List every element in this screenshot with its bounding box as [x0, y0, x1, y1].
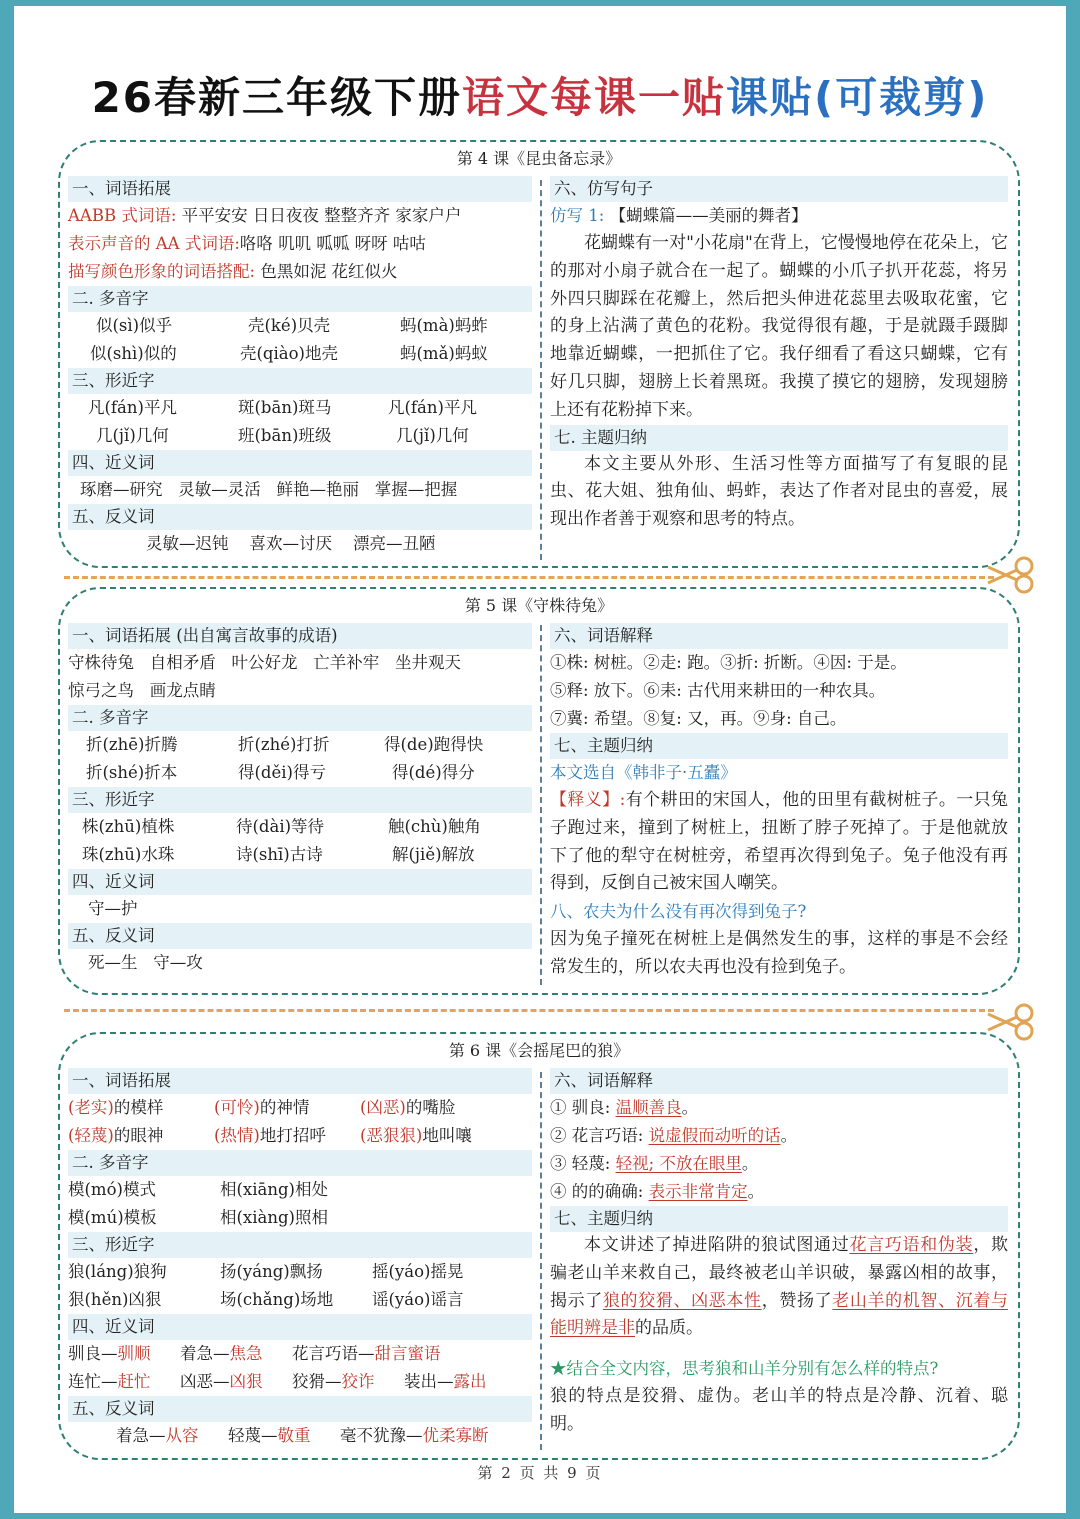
lesson5-card [58, 587, 1020, 995]
similar-item: 待(dài)等待 [236, 817, 325, 836]
similar-row [68, 394, 532, 422]
question-line: ★结合全文内容，思考狼和山羊分别有怎么样的特点? [550, 1359, 939, 1379]
expand-rest: 的眼神 [113, 1126, 164, 1145]
aa-words: 咯咯 叽叽 呱呱 呀呀 咕咕 [239, 234, 426, 253]
page-title [0, 70, 1080, 126]
similar-row [68, 1286, 532, 1314]
poly-item: 模(mó)模式 [68, 1180, 156, 1199]
synonym-item [68, 1368, 180, 1396]
explanation-end: 。 [747, 1182, 765, 1201]
expand-item [360, 1122, 472, 1150]
section-header: 七、主题归纳 [550, 733, 1008, 759]
synonym-item [68, 1340, 180, 1368]
poly-item: 似(sì)似乎 [96, 316, 173, 335]
title-part-note: 课贴(可裁剪) [726, 73, 989, 122]
lesson6-left-column [68, 1068, 532, 1450]
explanation-row: ⑤释: 放下。⑥耒: 古代用来耕田的一种农具。 [550, 681, 886, 700]
answer-paragraph: 狼的特点是狡猾、虚伪。老山羊的特点是冷静、沉着、聪明。 [550, 1386, 1008, 1434]
antonym-b: 优柔寡断 [422, 1426, 489, 1445]
antonym-item [228, 1422, 340, 1450]
similar-item: 几(jǐ)几何 [96, 426, 169, 445]
poly-item: 得(de)跑得快 [384, 735, 484, 754]
synonym-b: 焦急 [229, 1344, 263, 1363]
idiom-row: 惊弓之鸟 画龙点睛 [68, 681, 216, 700]
similar-item: 解(jiě)解放 [392, 845, 475, 864]
expand-word: (恶狠狠) [360, 1126, 423, 1145]
aabb-words: 平平安安 日日夜夜 整整齐齐 家家户户 [181, 206, 462, 225]
section-header: 四、近义词 [68, 1314, 532, 1340]
explanation-row [550, 1178, 1008, 1206]
lesson6-card [58, 1032, 1020, 1460]
explanation-term: ④ 的的确确: [550, 1182, 644, 1201]
poly-item: 得(děi)得亏 [238, 763, 326, 782]
expand-item [68, 1094, 214, 1122]
section-header: 六、词语解释 [550, 1068, 1008, 1094]
aa-label: 表示声音的 AA 式词语: [68, 234, 240, 253]
similar-item: 摇(yáo)摇晃 [372, 1262, 464, 1281]
explanation-meaning: 表示非常肯定 [648, 1182, 748, 1201]
synonym-row [68, 1368, 532, 1396]
question-line: 八、农夫为什么没有再次得到兔子? [550, 902, 807, 922]
imitate-heading [550, 202, 1008, 230]
theme-text: ，赞扬了 [761, 1290, 833, 1311]
color-words: 色黑如泥 花红似火 [260, 262, 398, 281]
poly-item: 折(zhé)打折 [238, 735, 330, 754]
section-header: 二. 多音字 [68, 705, 532, 731]
poly-item: 模(mú)模板 [68, 1208, 157, 1227]
section-header: 七、主题归纳 [550, 1206, 1008, 1232]
synonym-b: 狡诈 [341, 1372, 375, 1391]
color-label: 描写颜色形象的词语搭配: [68, 262, 256, 281]
similar-item: 触(chù)触角 [388, 817, 481, 836]
cut-line [64, 576, 994, 579]
synonym-item [292, 1368, 404, 1396]
title-part-subject: 语文每课一贴 [462, 73, 727, 122]
lesson4-title: 第 4 课《昆虫备忘录》 [456, 149, 622, 168]
explanation-meaning: 说虚假而动听的话 [648, 1126, 781, 1145]
synonym-row [68, 1340, 532, 1368]
expand-word: (老实) [68, 1098, 114, 1117]
section-header: 四、近义词 [68, 869, 532, 895]
expand-item [68, 1122, 214, 1150]
expand-item [214, 1094, 360, 1122]
section-header: 五、反义词 [68, 504, 532, 530]
explanation-term: ② 花言巧语: [550, 1126, 644, 1145]
expand-rest: 地打招呼 [259, 1126, 326, 1145]
section-header: 六、词语解释 [550, 623, 1008, 649]
section-header: 一、词语拓展 [68, 1068, 532, 1094]
synonym-item [180, 1368, 292, 1396]
section-header: 三、形近字 [68, 1232, 532, 1258]
synonym-a: 连忙— [68, 1372, 118, 1391]
synonym-row: 守—护 [88, 899, 138, 918]
antonym-item [116, 1422, 228, 1450]
poly-item: 壳(ké)贝壳 [248, 316, 331, 335]
antonym-a: 轻蔑— [228, 1426, 278, 1445]
expand-word: (凶恶) [360, 1098, 406, 1117]
theme-text: 的品质。 [635, 1318, 703, 1339]
imitate-label: 仿写 1: [550, 206, 605, 225]
similar-item: 株(zhū)植株 [82, 817, 175, 836]
similar-item: 几(jǐ)几何 [396, 426, 469, 445]
section-header: 七. 主题归纳 [550, 425, 1008, 451]
synonym-a: 狡猾— [292, 1372, 342, 1391]
explanation-end: 。 [741, 1154, 759, 1173]
antonym-item [340, 1422, 489, 1450]
section-header: 二. 多音字 [68, 1150, 532, 1176]
lesson6-divider [540, 1072, 542, 1450]
poly-row [68, 759, 532, 787]
poly-item: 相(xiàng)照相 [220, 1208, 328, 1227]
idiom-row: 守株待兔 自相矛盾 叶公好龙 亡羊补牢 坐井观天 [68, 653, 461, 672]
explanation-row [550, 1094, 1008, 1122]
synonym-b: 赶忙 [117, 1372, 151, 1391]
section-header: 三、形近字 [68, 787, 532, 813]
section-header: 四、近义词 [68, 450, 532, 476]
lesson5-right-column [550, 623, 1008, 982]
explanation-end: 。 [681, 1098, 699, 1117]
explanation-term: ① 驯良: [550, 1098, 611, 1117]
explanation-term: ③ 轻蔑: [550, 1154, 611, 1173]
similar-item: 谣(yáo)谣言 [372, 1290, 464, 1309]
similar-row [68, 1258, 532, 1286]
similar-item: 班(bān)班级 [238, 426, 332, 445]
explanation-meaning: 温顺善良 [615, 1098, 682, 1117]
theme-text: 本文讲述了掉进陷阱的狼试图通过 [584, 1235, 850, 1255]
expand-row [68, 1122, 532, 1150]
expand-item [214, 1122, 360, 1150]
similar-row [68, 813, 532, 841]
lesson6-title: 第 6 课《会摇尾巴的狼》 [448, 1041, 630, 1060]
poly-item: 折(zhē)折腾 [86, 735, 178, 754]
lesson5-left-column [68, 623, 532, 977]
theme-highlight: 老山羊的机智、沉着与能明辨是非 [550, 1290, 1009, 1339]
antonym-row [68, 1422, 532, 1450]
page-footer: 第 2 页 共 9 页 [477, 1464, 603, 1482]
synonym-b: 露出 [453, 1372, 487, 1391]
lesson5-title: 第 5 课《守株待兔》 [464, 596, 614, 615]
section-header: 五、反义词 [68, 1396, 532, 1422]
similar-item: 场(chǎng)场地 [220, 1290, 334, 1309]
section-header: 五、反义词 [68, 923, 532, 949]
expand-word: (可怜) [214, 1098, 260, 1117]
theme-highlight: 狼的狡猾、凶恶本性 [602, 1290, 762, 1311]
section-header: 一、词语拓展 [68, 176, 532, 202]
synonym-a: 驯良— [68, 1344, 118, 1363]
antonym-row: 灵敏—迟钝 喜欢—讨厌 漂亮—丑陋 [146, 534, 436, 553]
antonym-b: 敬重 [277, 1426, 311, 1445]
synonym-row: 琢磨—研究 灵敏—灵活 鲜艳—艳丽 掌握—把握 [80, 480, 458, 499]
aa-row [68, 230, 532, 258]
theme-paragraph [550, 1232, 1008, 1343]
similar-item: 狼(láng)狼狗 [68, 1262, 167, 1281]
synonym-b: 凶狠 [229, 1372, 263, 1391]
poly-item: 壳(qiào)地壳 [240, 344, 338, 363]
lesson4-card [58, 140, 1020, 568]
expand-row [68, 1094, 532, 1122]
expand-rest: 地叫嚷 [422, 1126, 472, 1145]
explanation-row [550, 1122, 1008, 1150]
poly-item: 蚂(mǎ)蚂蚁 [400, 344, 488, 363]
lesson4-left-column [68, 176, 532, 558]
cut-line [64, 1009, 994, 1012]
aabb-label: AABB 式词语: [68, 206, 177, 225]
poly-item: 蚂(mà)蚂蚱 [400, 316, 488, 335]
synonym-a: 着急— [180, 1344, 230, 1363]
explanation-meaning: 轻视; 不放在眼里 [615, 1154, 742, 1173]
expand-rest: 的模样 [113, 1098, 164, 1117]
synonym-a: 装出— [404, 1372, 454, 1391]
explanation-row: ①株: 树桩。②走: 跑。③折: 折断。④因: 于是。 [550, 653, 907, 672]
synonym-item [180, 1340, 292, 1368]
synonym-item [292, 1340, 441, 1368]
expand-rest: 的神情 [259, 1098, 310, 1117]
similar-item: 凡(fán)平凡 [88, 398, 177, 417]
similar-row [68, 841, 532, 869]
poly-row [68, 340, 532, 368]
meaning-paragraph [550, 787, 1008, 898]
meaning-label: 【释义】: [550, 790, 626, 810]
poly-row [68, 312, 532, 340]
explanation-end: 。 [780, 1126, 798, 1145]
poly-item: 似(shì)似的 [90, 344, 177, 363]
color-row [68, 258, 532, 286]
antonym-a: 毫不犹豫— [340, 1426, 423, 1445]
similar-item: 珠(zhū)水珠 [82, 845, 175, 864]
expand-item [360, 1094, 455, 1122]
synonym-a: 花言巧语— [292, 1344, 375, 1363]
poly-item: 得(dé)得分 [392, 763, 475, 782]
theme-paragraph: 本文主要从外形、生活习性等方面描写了有复眼的昆虫、花大姐、独角仙、蚂蚱，表达了作者对昆虫的喜爱，展现出作者善于观察和思考的特点。 [550, 453, 1008, 530]
synonym-item [404, 1368, 487, 1396]
imitate-paragraph: 花蝴蝶有一对"小花扇"在背上，它慢慢地停在花朵上，它的那对小扇子就合在一起了。蝴蝶的小爪子扒开花蕊，将另外四只脚踩在花瓣上，然后把头伸进花蕊里去吸取花蜜，它的身上沾满了黄色的花粉。我觉得很有趣，于是就蹑手蹑脚地靠近蝴蝶，一把抓住了它。我仔细看了看这只蝴蝶，它有好几只脚，翅膀上长着黑斑。我摸了摸它的翅膀，发现翅膀上还有花粉掉下来。 [550, 233, 1008, 420]
aabb-row [68, 202, 532, 230]
meaning-text: 有个耕田的宋国人，他的田里有截树桩子。一只兔子跑过来，撞到了树桩上，扭断了脖子死掉了。于是他就放下了他的犁守在树桩旁，希望再次得到兔子。兔子他没有再得到，反倒自己被宋国人嘲笑。 [550, 790, 1008, 894]
explanation-row: ⑦冀: 希望。⑧复: 又，再。⑨身: 自己。 [550, 709, 847, 728]
section-header: 一、词语拓展 (出自寓言故事的成语) [68, 623, 532, 649]
similar-row [68, 422, 532, 450]
antonym-b: 从容 [165, 1426, 199, 1445]
expand-rest: 的嘴脸 [405, 1098, 456, 1117]
lesson6-right-column [550, 1068, 1008, 1439]
theme-highlight: 花言巧语和伪装 [849, 1235, 974, 1255]
explanation-row [550, 1150, 1008, 1178]
theme-text: ，欺骗老山羊来救自己，最终被老山羊识破，暴露凶相的故事，揭示了 [550, 1235, 1009, 1311]
title-part-grade: 26春新三年级下册 [91, 73, 463, 122]
lesson4-right-column [550, 176, 1008, 534]
section-header: 二. 多音字 [68, 286, 532, 312]
poly-item: 折(shé)折本 [86, 763, 178, 782]
synonym-b: 甜言蜜语 [374, 1344, 441, 1363]
antonym-a: 着急— [116, 1426, 166, 1445]
imitate-title: 【蝴蝶篇——美丽的舞者】 [609, 206, 808, 225]
section-header: 三、形近字 [68, 368, 532, 394]
poly-row [68, 1176, 532, 1204]
similar-item: 诗(shī)古诗 [236, 845, 323, 864]
expand-word: (轻蔑) [68, 1126, 114, 1145]
lesson5-divider [540, 625, 542, 985]
similar-item: 凡(fán)平凡 [388, 398, 477, 417]
answer-paragraph: 因为兔子撞死在树桩上是偶然发生的事，这样的事是不会经常发生的，所以农夫再也没有捡到兔子。 [550, 929, 1008, 977]
similar-item: 狠(hěn)凶狠 [68, 1290, 162, 1309]
synonym-b: 驯顺 [117, 1344, 151, 1363]
synonym-a: 凶恶— [180, 1372, 230, 1391]
source-line: 本文选自《韩非子·五蠹》 [550, 763, 737, 782]
section-header: 六、仿写句子 [550, 176, 1008, 202]
poly-row [68, 731, 532, 759]
poly-row [68, 1204, 532, 1232]
lesson4-divider [540, 180, 542, 560]
similar-item: 扬(yáng)飘扬 [220, 1262, 323, 1281]
antonym-row: 死—生 守—攻 [88, 953, 203, 972]
similar-item: 斑(bān)斑马 [238, 398, 332, 417]
expand-word: (热情) [214, 1126, 260, 1145]
poly-item: 相(xiāng)相处 [220, 1180, 328, 1199]
